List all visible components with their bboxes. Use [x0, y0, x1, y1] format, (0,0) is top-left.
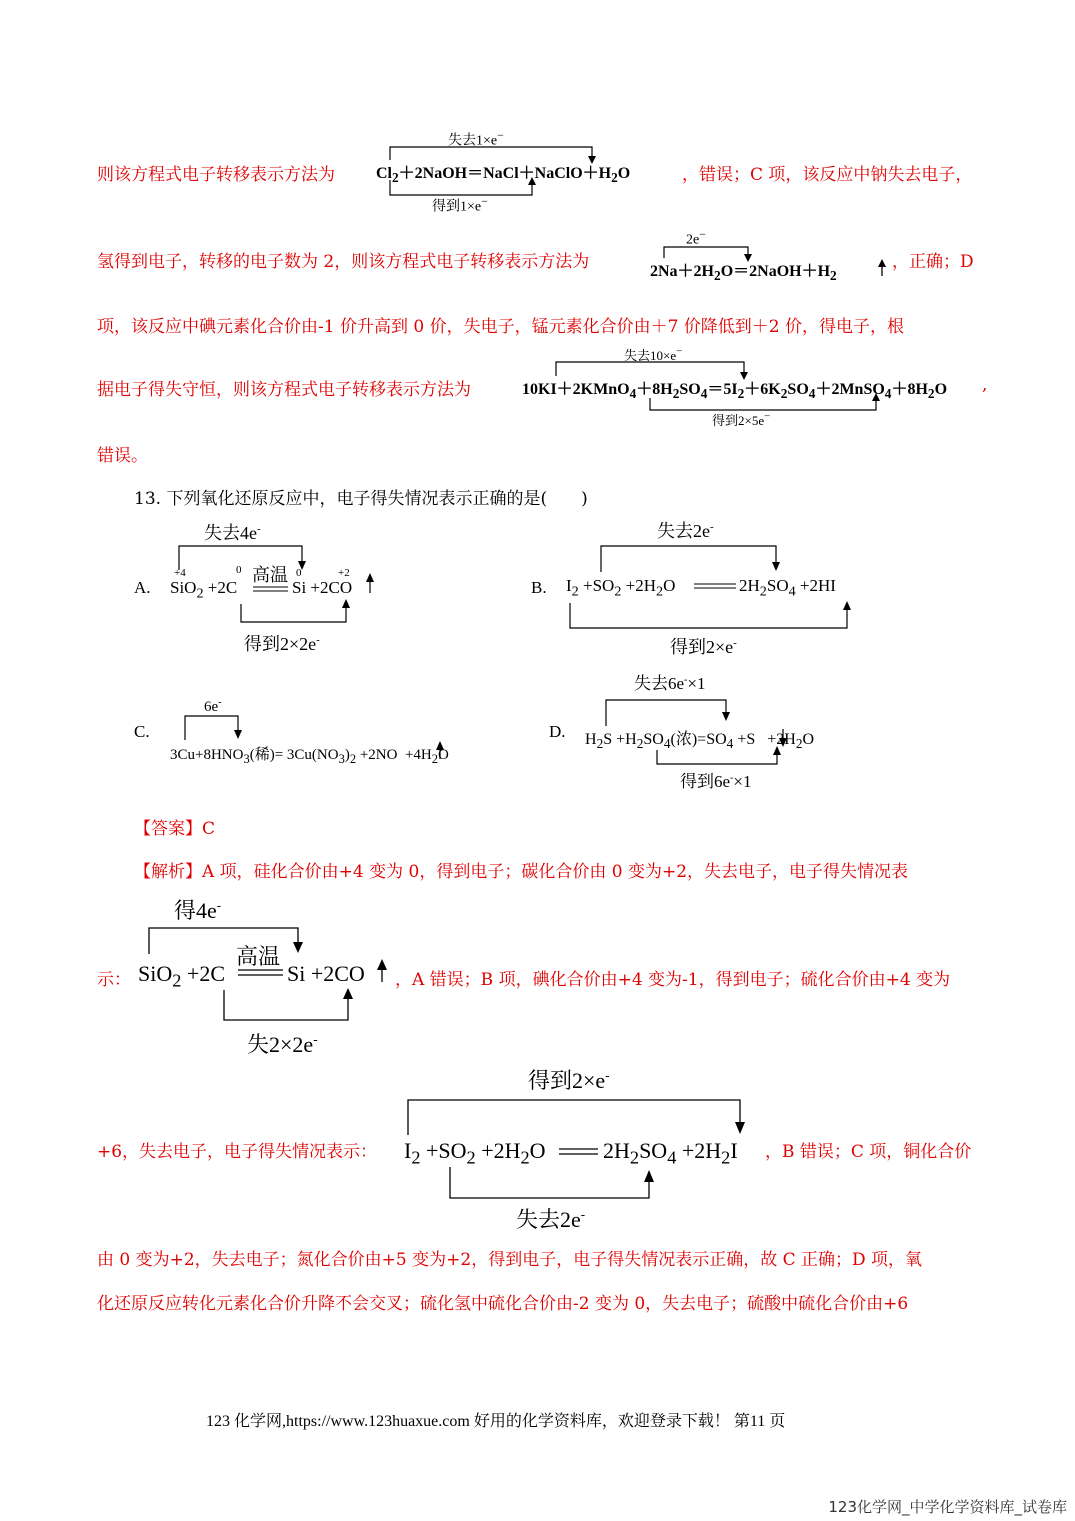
analysis-text: 化还原反应转化元素化合价升降不会交叉；硫化氢中硫化合价由-2 变为 0，失去电子；硫酸中硫化合价由+6: [97, 1294, 909, 1314]
transfer-label-top: 失去10×e−: [624, 345, 683, 363]
equation-text: Si +2CO: [292, 578, 353, 597]
analysis-text: 由 0 变为+2，失去电子；氮化合价由+5 变为+2，得到电子，电子得失情况表示正确，故 C 正确；D 项，氧: [97, 1250, 923, 1270]
transfer-label-top: 失去6e-×1: [634, 674, 706, 693]
equation-text: Si +2CO: [287, 961, 365, 986]
oxidation-state: 0: [236, 564, 242, 576]
equation-text: $3Cu+8HNO_3$(稀)= $3Cu(NO_3)_2 +2NO +4H_2O$: [170, 747, 449, 766]
question-text: 下列氧化还原反应中，电子得失情况表示正确的是( ): [166, 489, 588, 509]
transfer-label-bottom: 得到2×2e-: [244, 634, 320, 654]
oxidation-state: +4: [174, 567, 186, 579]
paragraph-text: ，错误；C 项，该反应中钠失去电子，: [682, 165, 973, 185]
equation-text: $2H_2SO_4 +2H_2I$: [603, 1138, 738, 1168]
oxidation-state: +2: [338, 567, 350, 579]
equation-text: $I_2 +SO_2 +2H_2O$: [566, 576, 676, 600]
analysis-text: ，A 错误；B 项，碘化合价由+4 变为-1，得到电子；硫化合价由+4 变为: [395, 970, 951, 990]
watermark: 123化学网_中学化学资料库_试卷库: [828, 1498, 1067, 1516]
equation-text: $10KI+2KMnO_4+8H_2SO_4=5I_2+6K_2SO_4+2MnSO_4+8H_2O$: [522, 381, 948, 402]
equation-text: $2Na+2H_2O=2NaOH+H_2$: [650, 263, 837, 284]
paragraph-text: 错误。: [97, 446, 148, 466]
paragraph-text: 则该方程式电子转移表示方法为: [97, 165, 335, 185]
oxidation-state: 0: [296, 567, 302, 579]
transfer-label-bottom: 得到1×e−: [432, 195, 488, 215]
reaction-condition: 高温: [252, 565, 288, 585]
analysis-text: 【解析】A 项，硅化合价由+4 变为 0，得到电子；碳化合价由 0 变为+2，失去电子，电子得失情况表: [134, 862, 909, 882]
paragraph-text: 据电子得失守恒，则该方程式电子转移表示方法为: [97, 380, 471, 400]
transfer-label-top: 2e−: [686, 228, 706, 248]
transfer-label-top: 失去2e-: [657, 521, 714, 541]
paragraph-text: 项，该反应中碘元素化合价由-1 价升高到 0 价，失电子，锰元素化合价由＋7 价降低到＋2 价，得电子，根: [97, 317, 905, 337]
equation-text: $Cl_2+2NaOH=NaCl+NaClO+H_2O$: [376, 165, 631, 186]
answer-text: 【答案】C: [134, 819, 216, 839]
transfer-label-top: 得到2×e-: [528, 1067, 610, 1093]
page-footer: 123 化学网,https://www.123huaxue.com 好用的化学资料库，欢迎登录下载！ 第11 页: [206, 1413, 786, 1430]
transfer-label-bottom: 得到2×5e−: [712, 410, 771, 428]
transfer-label-bottom: 失去2e-: [516, 1206, 586, 1232]
option-label: C.: [134, 722, 150, 741]
equation-text: SiO$_2$ +2C: [170, 578, 238, 602]
paragraph-text: ,: [982, 375, 988, 395]
analysis-text: 示：: [97, 970, 131, 990]
transfer-label-top: 6e-: [204, 697, 222, 715]
paragraph-text: ，正确；D: [892, 252, 974, 272]
transfer-label-top: 得4e-: [174, 897, 222, 923]
transfer-label-top: 失去4e-: [204, 523, 261, 543]
equation-text: $I_2 +SO_2 +2H_2O$: [404, 1138, 546, 1168]
paragraph-text: 氢得到电子，转移的电子数为 2，则该方程式电子转移表示方法为: [97, 252, 590, 272]
transfer-label-bottom: 得到2×e-: [670, 637, 737, 657]
analysis-text: +6，失去电子，电子得失情况表示：: [97, 1142, 378, 1162]
equation-text: $2H_2SO_4 +2HI$: [739, 576, 836, 600]
option-label: B.: [531, 578, 547, 597]
transfer-label-bottom: 得到6e-×1: [680, 772, 752, 791]
reaction-condition: 高温: [236, 944, 281, 969]
transfer-label-bottom: 失2×2e-: [247, 1031, 318, 1057]
equation-text: SiO$_2$ +2C: [138, 961, 226, 991]
transfer-label-top: 失去1×e−: [448, 129, 504, 149]
equation-text: $H_2S +H_2SO_4$(浓)$=SO_4 +S +2H_2O$: [585, 731, 815, 752]
analysis-text: ，B 错误；C 项，铜化合价: [765, 1142, 972, 1162]
question-number: 13.: [134, 489, 162, 509]
option-label: A.: [134, 578, 151, 597]
option-label: D.: [549, 722, 566, 741]
